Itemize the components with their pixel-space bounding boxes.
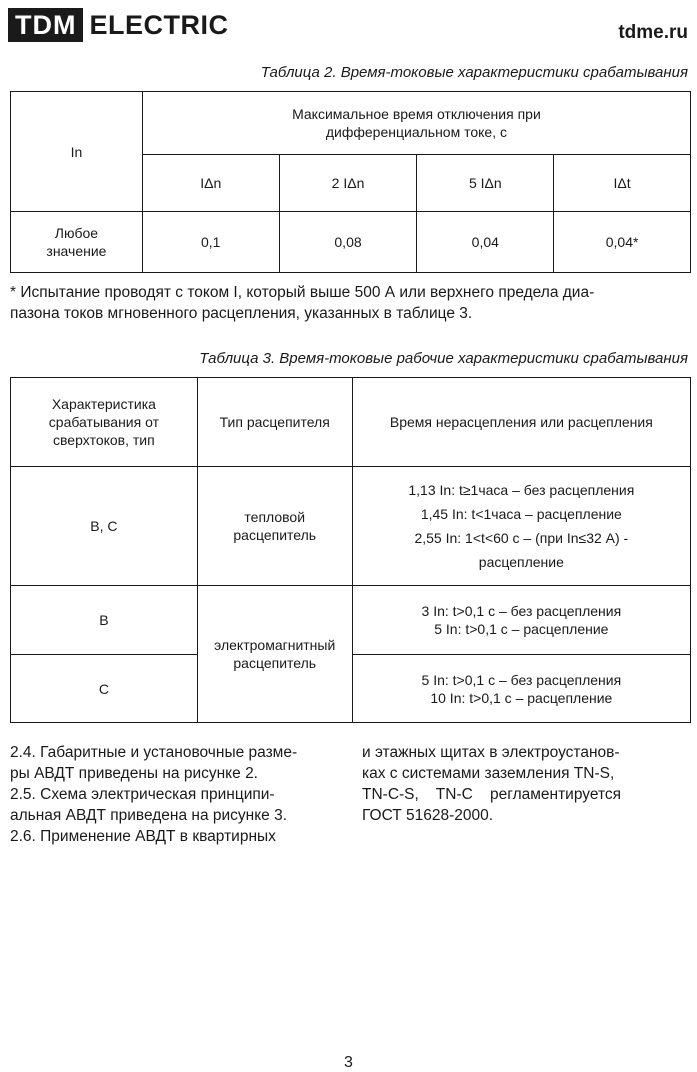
table3-release-line: электромагнитный (214, 637, 336, 653)
table2-group-header-line: дифференциальном токе, с (325, 124, 507, 140)
table3-time-cell (352, 586, 690, 655)
table3 (10, 377, 691, 723)
table3-time-line: 2,55 In: 1<t<60 с – (при In≤32 А) - (414, 530, 629, 546)
body-text-line: 2.6. Применение АВДТ в квартирных (10, 828, 276, 845)
table3-type-cell: B, C (11, 467, 198, 586)
footnote-line: пазона токов мгновенного расцепления, указанных в таблице 3. (10, 305, 473, 322)
table3-caption: Таблица 3. Время-токовые рабочие характеристики срабатывания (199, 350, 688, 367)
table2-cell: 0,1 (142, 212, 279, 273)
table3-time-line: 5 In: t>0,1 с – расцепление (434, 621, 609, 637)
table2-subheader: IΔt (554, 155, 691, 212)
table3-release-line: расцепитель (233, 655, 317, 671)
table2-cell: 0,04 (417, 212, 554, 273)
brand-logo-text: ELECTRIC (89, 9, 229, 40)
page-number: 3 (344, 1054, 353, 1071)
table3-time-line: расцепление (478, 554, 564, 570)
site-url: tdme.ru (618, 22, 688, 43)
table3-time-line: 3 In: t>0,1 с – без расцепления (421, 603, 622, 619)
body-text-line: 2.4. Габаритные и установочные разме- (10, 744, 298, 761)
table3-header-line: срабатывания от (48, 414, 159, 430)
table2-subheader: 2 IΔn (279, 155, 417, 212)
table3-time-line: 10 In: t>0,1 с – расцепление (430, 689, 613, 706)
table3-header-release: Тип расцепителя (197, 378, 352, 467)
table3-time-line: 1,13 In: t≥1часа – без расцепления (408, 482, 635, 498)
body-text-line: альная АВДТ приведена на рисунке 3. (10, 807, 288, 824)
table3-header-line: сверхтоков, тип (53, 432, 155, 448)
table2-group-header-line: Максимальное время отключения при (292, 106, 541, 122)
table3-time-cell (352, 467, 690, 586)
body-text-line: TN-C-S, TN-C регламентируется (362, 786, 622, 803)
table2-footnote (10, 282, 691, 324)
body-text-line: ках с системами заземления TN-S, (362, 765, 615, 782)
table3-time-cell (352, 655, 690, 723)
table3-header-line: Характеристика (51, 396, 156, 412)
table2-caption: Таблица 2. Время-токовые характеристики срабатывания (260, 64, 688, 81)
table3-time-line: 5 In: t>0,1 с – без расцепления (421, 671, 622, 688)
table3-release-line: тепловой (244, 509, 306, 525)
body-text-line: и этажных щитах в электроустанов- (362, 744, 620, 761)
table3-type-cell: C (11, 655, 198, 723)
table2-group-header (142, 92, 690, 155)
table2-cell: 0,04* (554, 212, 691, 273)
brand-logo-block: TDM (8, 8, 83, 42)
table3-release-line: расцепитель (233, 527, 317, 543)
body-text-right-column (362, 742, 691, 826)
table2-row-label-line: Любое (54, 225, 99, 241)
body-text-line: ГОСТ 51628-2000. (362, 807, 494, 824)
body-text-line: 2.5. Схема электрическая принципи- (10, 786, 275, 803)
table2-header-in: In (11, 92, 143, 212)
body-text-left-column (10, 742, 337, 847)
brand-logo (8, 8, 228, 42)
table3-type-cell: B (11, 586, 198, 655)
table3-header-time: Время нерасцепления или расцепления (352, 378, 690, 467)
table3-release-cell (197, 586, 352, 723)
table3-header-characteristic (11, 378, 198, 467)
table2 (10, 91, 691, 273)
footnote-line: * Испытание проводят с током I, который выше 500 А или верхнего предела диа- (10, 284, 595, 301)
table3-release-cell (197, 467, 352, 586)
table2-row-label-line: значение (46, 243, 107, 259)
table2-row-label (11, 212, 143, 273)
table2-cell: 0,08 (279, 212, 417, 273)
table2-subheader: 5 IΔn (417, 155, 554, 212)
table3-time-line: 1,45 In: t<1часа – расцепление (420, 506, 622, 522)
body-text-line: ры АВДТ приведены на рисунке 2. (10, 765, 258, 782)
table2-subheader: IΔn (142, 155, 279, 212)
